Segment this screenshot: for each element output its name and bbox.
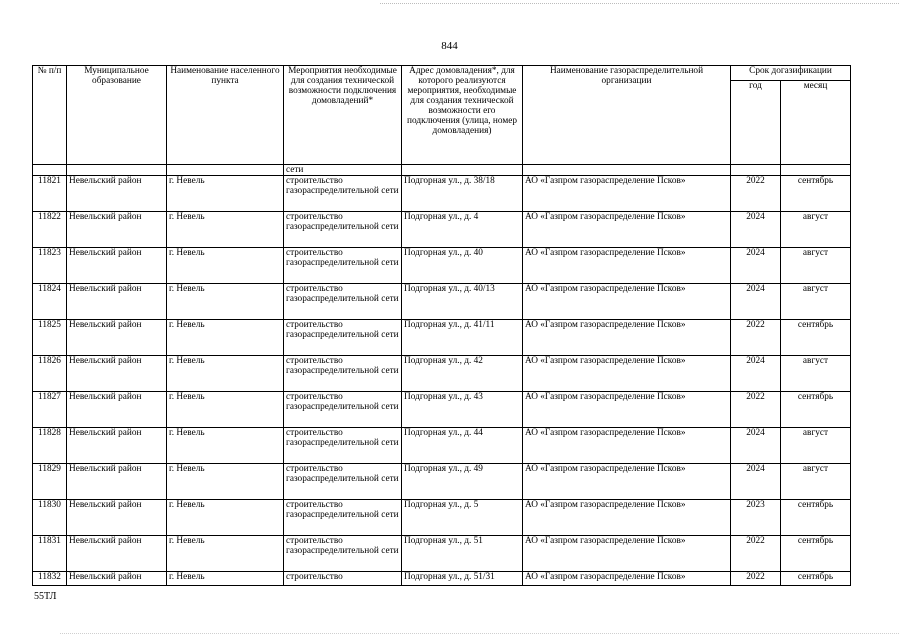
cell-address: Подгорная ул., д. 51 [402,536,523,572]
cell-municipality: Невельский район [67,392,167,428]
cell-organization: АО «Газпром газораспределение Псков» [523,536,731,572]
cell-measure: строительство газораспределительной сети [284,536,402,572]
cell-year: 2022 [731,572,781,586]
cell-address: Подгорная ул., д. 40 [402,248,523,284]
cell-address: Подгорная ул., д. 43 [402,392,523,428]
cell-organization: АО «Газпром газораспределение Псков» [523,284,731,320]
cell-municipality: Невельский район [67,500,167,536]
cell-year: 2024 [731,284,781,320]
table-row [33,536,851,572]
cell-year: 2023 [731,500,781,536]
cell-measure: строительство газораспределительной сети [284,320,402,356]
cell-measure: строительство газораспределительной сети [284,500,402,536]
header-month: месяц [781,81,851,165]
cell-measure: строительство газораспределительной сети [284,176,402,212]
cell-municipality: Невельский район [67,356,167,392]
cell-measure: строительство газораспределительной сети [284,284,402,320]
cell-organization: АО «Газпром газораспределение Псков» [523,428,731,464]
cell-settlement: г. Невель [167,572,284,586]
cell-num: 11823 [33,248,67,284]
cell-address: Подгорная ул., д. 38/18 [402,176,523,212]
header-deadline: Срок догазификации [731,66,851,81]
cell-num: 11822 [33,212,67,248]
table-row [33,392,851,428]
cell-year: 2024 [731,212,781,248]
cell-organization: АО «Газпром газораспределение Псков» [523,212,731,248]
cell-measure: строительство газораспределительной сети [284,356,402,392]
cell-organization: АО «Газпром газораспределение Псков» [523,356,731,392]
cell-organization: АО «Газпром газораспределение Псков» [523,572,731,586]
cell-year: 2024 [731,356,781,392]
cell-num: 11831 [33,536,67,572]
header-organization: Наименование газораспределительной организации [523,66,731,165]
cell-settlement: г. Невель [167,284,284,320]
cell-num: 11824 [33,284,67,320]
page-number: 844 [441,40,458,52]
cell-organization: АО «Газпром газораспределение Псков» [523,392,731,428]
cell-address: Подгорная ул., д. 4 [402,212,523,248]
cell-address: Подгорная ул., д. 51/31 [402,572,523,586]
table-row [33,176,851,212]
cell-address: Подгорная ул., д. 5 [402,500,523,536]
cell-settlement: г. Невель [167,356,284,392]
cell-year: 2024 [731,464,781,500]
cell-measure: строительство газораспределительной сети [284,464,402,500]
cell-month: сентябрь [781,320,851,356]
table-row [33,356,851,392]
cell-address: Подгорная ул., д. 41/11 [402,320,523,356]
cell-municipality: Невельский район [67,176,167,212]
cell-municipality: Невельский район [67,428,167,464]
cell-measure: строительство газораспределительной сети [284,428,402,464]
cell-organization: АО «Газпром газораспределение Псков» [523,176,731,212]
cell-month: сентябрь [781,392,851,428]
table-row [33,464,851,500]
cell-month: август [781,212,851,248]
header-municipality: Муниципальное образование [67,66,167,165]
cell-organization: АО «Газпром газораспределение Псков» [523,248,731,284]
table-row [33,212,851,248]
cell-address: Подгорная ул., д. 40/13 [402,284,523,320]
cell-municipality: Невельский район [67,248,167,284]
table-row-last [33,572,851,586]
cell-address: Подгорная ул., д. 42 [402,356,523,392]
cell-measure: строительство [284,572,402,586]
cell-address: Подгорная ул., д. 49 [402,464,523,500]
cell-municipality: Невельский район [67,464,167,500]
cell-month: август [781,356,851,392]
cell-num: 11832 [33,572,67,586]
cell-settlement: г. Невель [167,428,284,464]
cell-month: август [781,284,851,320]
cell-month: сентябрь [781,536,851,572]
cell-settlement: г. Невель [167,176,284,212]
continuation-text: сети [284,165,402,176]
cell-month: август [781,248,851,284]
footer-code: 55ТЛ [34,591,57,602]
cell-num: 11828 [33,428,67,464]
cell-num: 11825 [33,320,67,356]
cell-month: сентябрь [781,176,851,212]
header-measures: Мероприятия необходимые для создания технической возможности подключения домовладений* [284,66,402,165]
cell-settlement: г. Невель [167,320,284,356]
cell-year: 2024 [731,428,781,464]
cell-settlement: г. Невель [167,212,284,248]
cell-municipality: Невельский район [67,572,167,586]
cell-organization: АО «Газпром газораспределение Псков» [523,500,731,536]
cell-month: сентябрь [781,572,851,586]
cell-month: август [781,464,851,500]
header-num: № п/п [33,66,67,165]
cell-num: 11827 [33,392,67,428]
cell-measure: строительство газораспределительной сети [284,392,402,428]
cell-settlement: г. Невель [167,536,284,572]
cell-month: сентябрь [781,500,851,536]
cell-year: 2022 [731,320,781,356]
cell-settlement: г. Невель [167,464,284,500]
gasification-table [32,65,851,586]
cell-address: Подгорная ул., д. 44 [402,428,523,464]
table-row [33,320,851,356]
cell-year: 2022 [731,176,781,212]
cell-measure: строительство газораспределительной сети [284,248,402,284]
cell-month: август [781,428,851,464]
table-row [33,248,851,284]
cell-settlement: г. Невель [167,392,284,428]
table-row [33,500,851,536]
cell-num: 11826 [33,356,67,392]
cell-measure: строительство газораспределительной сети [284,212,402,248]
cell-settlement: г. Невель [167,500,284,536]
cell-municipality: Невельский район [67,536,167,572]
cell-year: 2022 [731,536,781,572]
table-row [33,284,851,320]
header-year: год [731,81,781,165]
cell-year: 2022 [731,392,781,428]
scan-artifact-bottom [60,633,899,634]
cell-num: 11821 [33,176,67,212]
cell-settlement: г. Невель [167,248,284,284]
header-address: Адрес домовладения*, для которого реализуются мероприятия, необходимые для создания технической возможности его подключения (улица, номер домовладения) [402,66,523,165]
cell-num: 11830 [33,500,67,536]
continuation-row [33,165,851,176]
cell-municipality: Невельский район [67,212,167,248]
scan-artifact-top [380,3,899,4]
cell-num: 11829 [33,464,67,500]
cell-municipality: Невельский район [67,284,167,320]
cell-organization: АО «Газпром газораспределение Псков» [523,320,731,356]
cell-municipality: Невельский район [67,320,167,356]
header-settlement: Наименование населенного пункта [167,66,284,165]
table-row [33,428,851,464]
cell-year: 2024 [731,248,781,284]
cell-organization: АО «Газпром газораспределение Псков» [523,464,731,500]
